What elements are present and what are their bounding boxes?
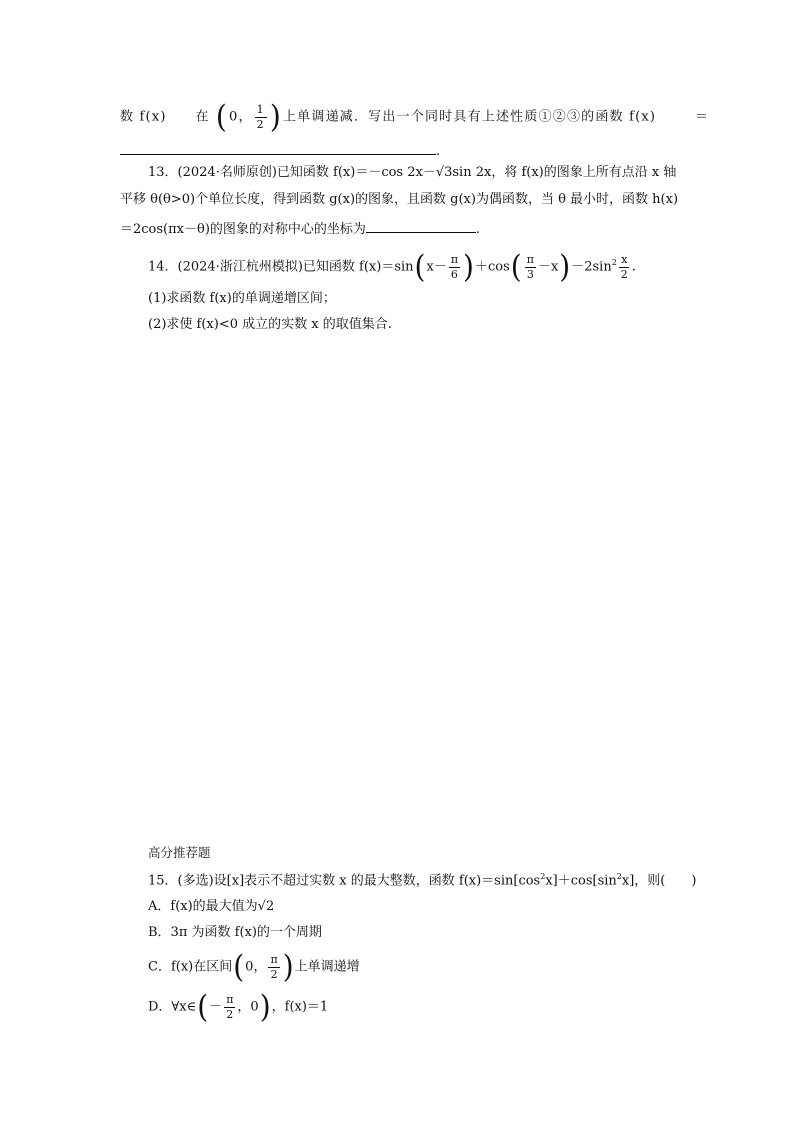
q13-line-1: 13．(2024·名师原创)已知函数 f(x)＝－cos 2x－√3sin 2x，将 f(x)的图象上所有点沿 x 轴 xyxy=(148,165,677,180)
q15-option-d: D．∀x∈(－ $\frac{\pi}{2}$ ，0)，f(x)＝1 xyxy=(148,988,329,1025)
fraction-one-half: $\frac{1}{2}$ xyxy=(256,102,265,131)
q12-tail-line xyxy=(120,98,710,135)
section-heading: 高分推荐题 xyxy=(148,845,211,860)
q14-stem: 14．(2024·浙江杭州模拟)已知函数 f(x)＝sin(x－ $\frac{\pi}{6}$ )＋cos( $\frac{\pi}{3}$ $-x)-2\sin^2$ $\frac{x}{2}$ . xyxy=(148,248,636,285)
q12-equals: ＝ xyxy=(694,109,710,125)
q15-stem: 15．(多选)设[x]表示不超过实数 x 的最大整数，函数 $f(x)=\sin[\cos^2x]+\cos[\sin^2x]$，则( ) xyxy=(148,872,697,889)
interval-left: 0， xyxy=(228,109,253,125)
q13-line-2: 平移 θ(θ>0)个单位长度，得到函数 g(x)的图象，且函数 g(x)为偶函数，当 θ 最小时，函数 h(x) xyxy=(120,192,679,207)
fraction-pi-over-3: $\frac{\pi}{3}$ xyxy=(526,252,534,281)
q12-answer-blank: . xyxy=(120,142,440,158)
right-paren: ) xyxy=(269,98,282,135)
q12-text-1: 数 f(x) xyxy=(120,109,167,125)
q15-option-c: C．f(x)在区间(0， $\frac{\pi}{2}$ )上单调递增 xyxy=(148,948,360,985)
q13-line-3: ＝2cos(πx－θ)的图象的对称中心的坐标为 . xyxy=(120,222,481,237)
q12-text-2: 在 xyxy=(195,109,210,125)
q13-answer-blank xyxy=(366,220,476,233)
q14-sub-1: (1)求函数 f(x)的单调递增区间； xyxy=(148,291,336,306)
left-paren: ( xyxy=(215,98,228,135)
q15-option-b: B．3π 为函数 f(x)的一个周期 xyxy=(148,925,322,940)
fraction-pi-over-2: $\frac{\pi}{2}$ xyxy=(270,952,278,981)
q14-sub-2: (2)求使 f(x)<0 成立的实数 x 的取值集合. xyxy=(148,317,392,332)
q12-text-3: 上单调递减．写出一个同时具有上述性质①②③的函数 f(x) xyxy=(282,109,657,125)
fraction-x-over-2: $\frac{x}{2}$ xyxy=(620,252,628,281)
fraction-neg-pi-over-2: $\frac{\pi}{2}$ xyxy=(226,992,234,1021)
q15-option-a: A．f(x)的最大值为√2 xyxy=(148,899,275,914)
fraction-pi-over-6: $\frac{\pi}{6}$ xyxy=(450,252,459,281)
